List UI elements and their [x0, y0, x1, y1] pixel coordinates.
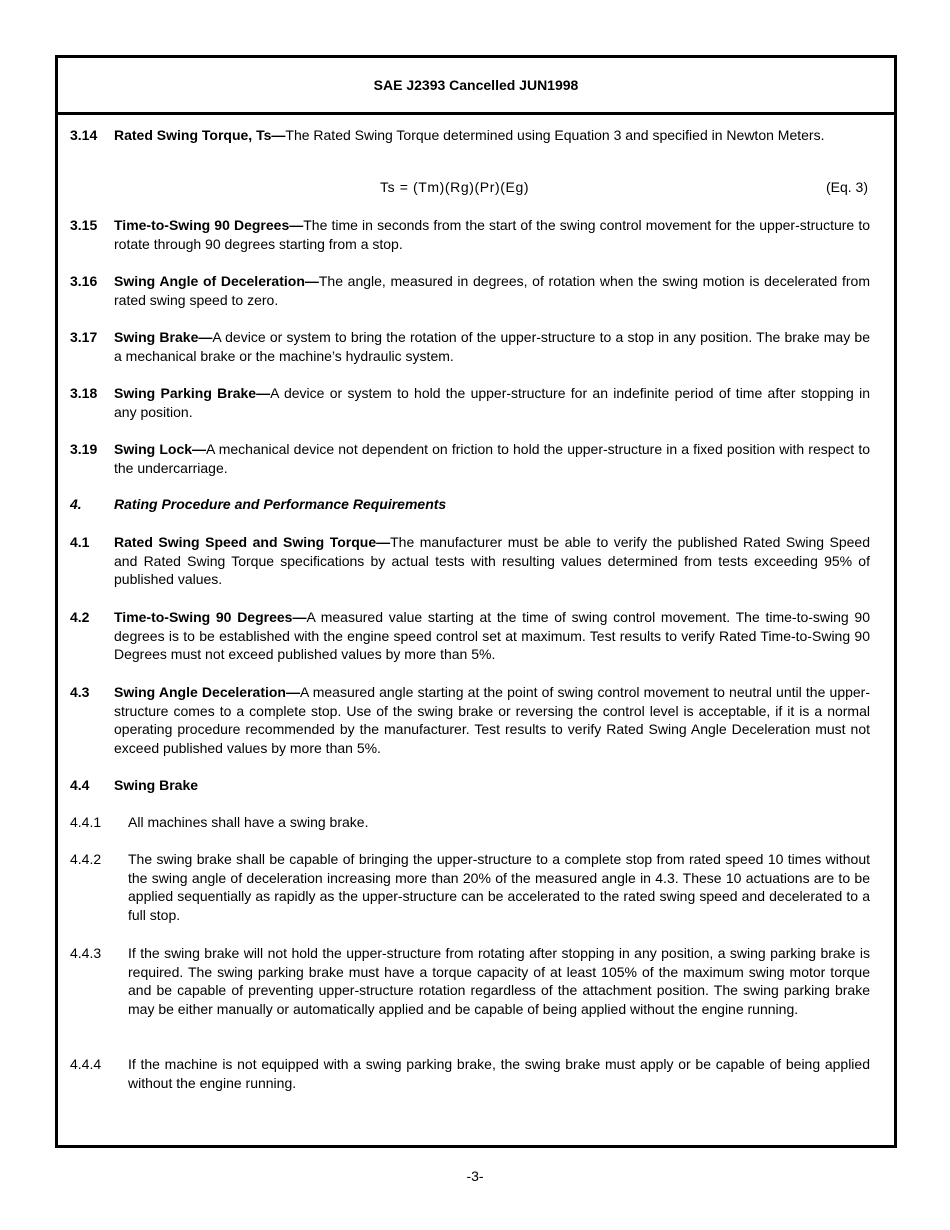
section-number: 3.17 [70, 329, 98, 345]
section-title: Rating Procedure and Performance Requirements [114, 496, 447, 512]
section-number: 3.14 [70, 127, 98, 143]
section-3-16 [70, 272, 870, 309]
section-text: A measured angle starting at the point of swing control movement to neutral until the upper-structure comes to a complete stop. Use of the swing brake or reversing the control level is acceptable, if it is a normal operating procedure recommended by the manufacturer. Test results to verify Rated Swing Angle Deceleration must not exceed published values by more than 5%. [114, 684, 871, 757]
page-number: -3- [466, 1168, 484, 1184]
section-text: The time in seconds from the start of the swing control movement for the upper-structure to rotate through 90 degrees starting from a stop. [114, 217, 870, 252]
section-term: Time-to-Swing 90 Degrees— [114, 609, 307, 625]
equation-label: (Eq. 3) [825, 179, 868, 195]
section-number: 4.4.4 [70, 1056, 102, 1072]
section-number: 4.3 [70, 684, 90, 700]
section-term: Rated Swing Speed and Swing Torque— [114, 534, 391, 550]
section-text: If the swing brake will not hold the upper-structure from rotating after stopping in any position, a swing parking brake is required. The swing parking brake must have a torque capacity of at least 105% of the maximum swing motor torque and be capable of preventing upper-structure rotation regardless of the attachment position. The swing parking brake may be either manually or automatically applied and be capable of being applied without the engine running. [128, 945, 870, 1018]
section-term: Swing Brake— [114, 329, 213, 345]
section-term: Swing Angle of Deceleration— [114, 273, 319, 289]
section-4-3 [70, 683, 870, 758]
section-text: A device or system to hold the upper-structure for an indefinite period of time after stopping in any position. [114, 385, 870, 420]
section-4-4-3 [70, 944, 870, 1019]
section-number: 3.18 [70, 385, 98, 401]
section-4-4 [70, 776, 870, 795]
section-term: Time-to-Swing 90 Degrees— [114, 217, 304, 233]
section-text: A measured value starting at the time of swing control movement. The time-to-swing 90 degrees is to be established with the engine speed control set at maximum. Test results to verify Rated Time-to-Swing 90 Degrees must not exceed published values by more than 5%. [114, 609, 870, 663]
section-number: 4. [70, 496, 82, 512]
section-4-1 [70, 533, 870, 589]
document-header [58, 58, 894, 115]
section-4-4-4 [70, 1055, 870, 1092]
section-text: A mechanical device not dependent on friction to hold the upper-structure in a fixed position with respect to the undercarriage. [114, 441, 870, 476]
section-4-heading [70, 496, 446, 512]
section-3-14 [70, 126, 870, 145]
section-3-18 [70, 384, 870, 421]
section-4-4-1 [70, 813, 870, 832]
section-text: The swing brake shall be capable of bringing the upper-structure to a complete stop from rated speed 10 times without the swing angle of deceleration increasing more than 20% of the measured angle in 4.3. These 10 actuations are to be applied sequentially as rapidly as the upper-structure can be accelerated to the rated swing speed and decelerated to a full stop. [128, 851, 870, 924]
section-text: The angle, measured in degrees, of rotation when the swing motion is decelerated from rated swing speed to zero. [114, 273, 870, 308]
section-term: Swing Lock— [114, 441, 207, 457]
section-4-2 [70, 608, 870, 664]
section-term: Swing Parking Brake— [114, 385, 271, 401]
section-3-17 [70, 328, 870, 365]
equation-formula: Ts = (Tm)(Rg)(Pr)(Eg) [380, 179, 530, 195]
section-number: 4.4.2 [70, 851, 102, 867]
section-term: Rated Swing Torque, Ts— [114, 127, 286, 143]
page-frame [55, 55, 897, 1148]
section-number: 4.4 [70, 777, 90, 793]
section-text: The manufacturer must be able to verify the published Rated Swing Speed and Rated Swing Torque specifications by actual tests with resulting values determined from tests exceeding 95% of published values. [114, 534, 870, 588]
section-number: 3.15 [70, 217, 98, 233]
section-number: 3.19 [70, 441, 98, 457]
document-title: SAE J2393 Cancelled JUN1998 [373, 77, 579, 93]
section-number: 4.4.1 [70, 814, 102, 830]
section-number: 4.4.3 [70, 945, 102, 961]
section-number: 4.1 [70, 534, 90, 550]
section-text: All machines shall have a swing brake. [128, 814, 369, 830]
section-3-15 [70, 216, 870, 253]
section-text: A device or system to bring the rotation of the upper-structure to a stop in any position. The brake may be a mechanical brake or the machine’s hydraulic system. [114, 329, 870, 364]
section-4-4-2 [70, 850, 870, 925]
section-3-19 [70, 440, 870, 477]
section-text: The Rated Swing Torque determined using Equation 3 and specified in Newton Meters. [285, 127, 825, 143]
section-text: If the machine is not equipped with a swing parking brake, the swing brake must apply or be capable of being applied without the engine running. [128, 1056, 870, 1091]
section-number: 3.16 [70, 273, 98, 289]
section-number: 4.2 [70, 609, 90, 625]
section-term: Swing Angle Deceleration— [114, 684, 300, 700]
section-term: Swing Brake [114, 777, 199, 793]
